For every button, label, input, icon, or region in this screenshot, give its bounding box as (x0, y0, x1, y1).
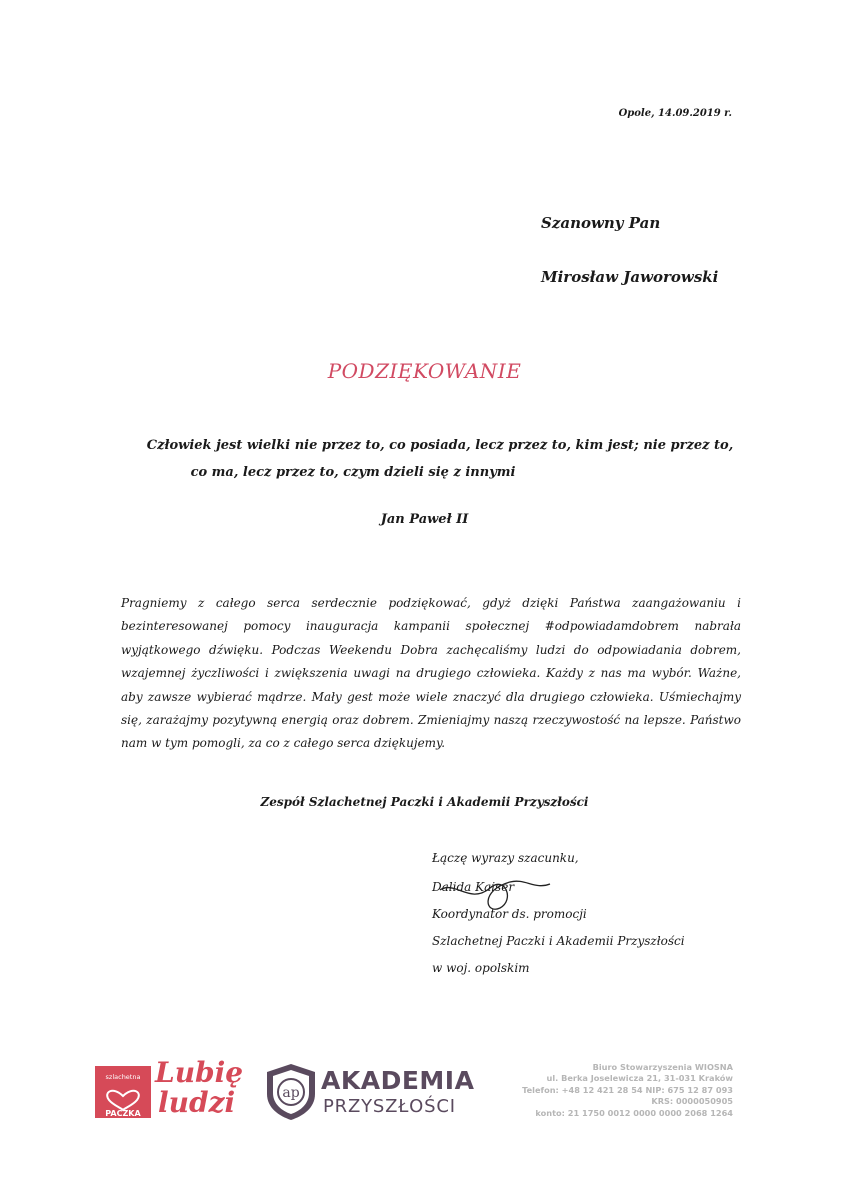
signer-role: Koordynator ds. promocji (432, 907, 587, 921)
akademia-monogram: ap (282, 1085, 300, 1101)
quote-author: Jan Paweł II (380, 512, 469, 527)
signer-organization: Szlachetnej Paczki i Akademii Przyszłości (432, 934, 685, 948)
lubie-word: Lubię (155, 1056, 244, 1089)
organization-stamp (508, 1062, 733, 1122)
heart-icon (95, 1066, 151, 1118)
closing-regards: Łączę wyrazy szacunku, (432, 851, 579, 865)
quote-line-2: co ma, lecz przez to, czym dzieli się z innymi (190, 465, 516, 480)
stamp-line-5: konto: 21 1750 0012 0000 0000 2068 1264 (535, 1107, 733, 1118)
badge-line-1: szlachetna (105, 1073, 141, 1081)
addressee-name: Mirosław Jaworowski (541, 268, 719, 286)
badge-line-2: PACZKA (105, 1109, 141, 1118)
letter-body: Pragniemy z całego serca serdecznie podziękować, gdyż dzięki Państwa zaangażowaniu i bezinteresowanej pomocy inauguracja kampanii społecznej #odpowiadamdobrem nabrała wyjątkowego dźwięku. Podczas Weekendu Dobra zachęcaliśmy ludzi do odpowiadania dobrem, wzajemnej życzliwości i zwiększenia uwagi na drugiego człowieka. Każdy z nas ma wybór. Ważne, aby zawsze wybierać mądrze. Mały gest może wiele znaczyć dla drugiego człowieka. Uśmiechajmy się, zarażajmy pozytywną energią oraz dobrem. Zmieniajmy naszą rzeczywostość na lepsze. Państwo nam w tym pomogli, za co z całego serca dziękujemy. (121, 596, 741, 751)
letter-date: Opole, 14.09.2019 r. (618, 108, 732, 119)
letter-title: PODZIĘKOWANIE (327, 359, 522, 383)
akademia-subtitle: PRZYSZŁOŚCI (323, 1096, 456, 1117)
ludzi-word: ludzi (158, 1086, 236, 1119)
szlachetna-paczka-badge (95, 1066, 151, 1118)
signer-region: w woj. opolskim (432, 961, 530, 975)
salutation: Szanowny Pan (541, 214, 661, 232)
team-signoff: Zespół Szlachetnej Paczki i Akademii Przyszłości (260, 795, 589, 809)
stamp-line-3: Telefon: +48 12 421 28 54 NIP: 675 12 87 093 (522, 1084, 733, 1095)
shield-icon (265, 1062, 317, 1122)
lubie-ludzi-logo (95, 1056, 244, 1120)
akademia-przyszlosci-logo (265, 1062, 475, 1122)
stamp-line-1: Biuro Stowarzyszenia WIOSNA (592, 1062, 733, 1072)
signer-name: Dalida Kaiser (432, 880, 515, 894)
handwritten-signature (430, 860, 560, 915)
stamp-line-4: KRS: 0000050905 (651, 1096, 733, 1107)
akademia-name: AKADEMIA (321, 1066, 475, 1095)
stamp-line-2: ul. Berka Joselewicza 21, 31-031 Kraków (546, 1073, 733, 1084)
quote-line-1: Człowiek jest wielki nie przez to, co posiada, lecz przez to, kim jest; nie przez to, (146, 438, 734, 453)
